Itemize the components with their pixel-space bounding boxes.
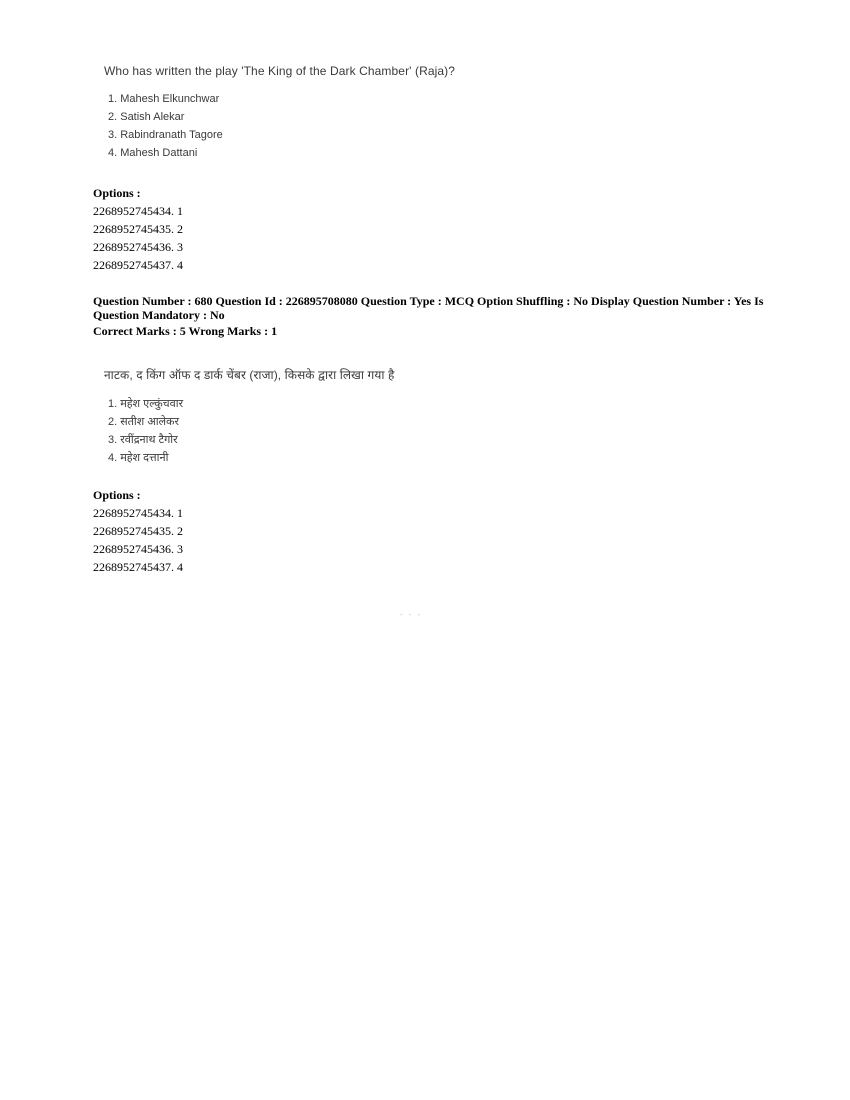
question-text-english: Who has written the play 'The King of the Dark Chamber' (Raja)? <box>104 64 456 78</box>
choice-item: 2. सतीश आलेकर <box>108 416 179 428</box>
options-block-english <box>93 184 773 274</box>
options-label: Options : <box>93 488 141 502</box>
option-id: 2268952745437. 4 <box>93 258 183 272</box>
option-id: 2268952745436. 3 <box>93 240 183 254</box>
choice-item: 2. Satish Alekar <box>108 111 185 123</box>
choice-item: 3. रवींद्रनाथ टैगोर <box>108 434 178 446</box>
question-text-hindi: नाटक, द किंग ऑफ द डार्क चेंबर (राजा), किसके द्वारा लिखा गया है <box>104 368 395 382</box>
choice-item: 4. महेश दत्तानी <box>108 452 169 464</box>
page-footer-mark: - - - <box>400 610 423 619</box>
choice-list-hindi <box>104 395 394 467</box>
options-label: Options : <box>93 186 141 200</box>
question-block-hindi <box>104 366 394 467</box>
option-id: 2268952745434. 1 <box>93 204 183 218</box>
options-block-hindi <box>93 486 773 576</box>
choice-list-english <box>104 90 455 162</box>
choice-item: 1. महेश एल्कुंचवार <box>108 398 184 410</box>
option-id: 2268952745436. 3 <box>93 542 183 556</box>
choice-item: 3. Rabindranath Tagore <box>108 129 223 141</box>
marks-line: Correct Marks : 5 Wrong Marks : 1 <box>93 324 278 338</box>
option-id: 2268952745435. 2 <box>93 222 183 236</box>
option-id: 2268952745434. 1 <box>93 506 183 520</box>
question-info <box>93 294 773 338</box>
choice-item: 1. Mahesh Elkunchwar <box>108 93 220 105</box>
question-info-line: Question Number : 680 Question Id : 226895708080 Question Type : MCQ Option Shuffling : No Display Question Number : Yes Is Question Mandatory : No <box>93 294 764 322</box>
question-block-english <box>104 64 455 162</box>
choice-item: 4. Mahesh Dattani <box>108 147 198 159</box>
option-id: 2268952745435. 2 <box>93 524 183 538</box>
option-id: 2268952745437. 4 <box>93 560 183 574</box>
